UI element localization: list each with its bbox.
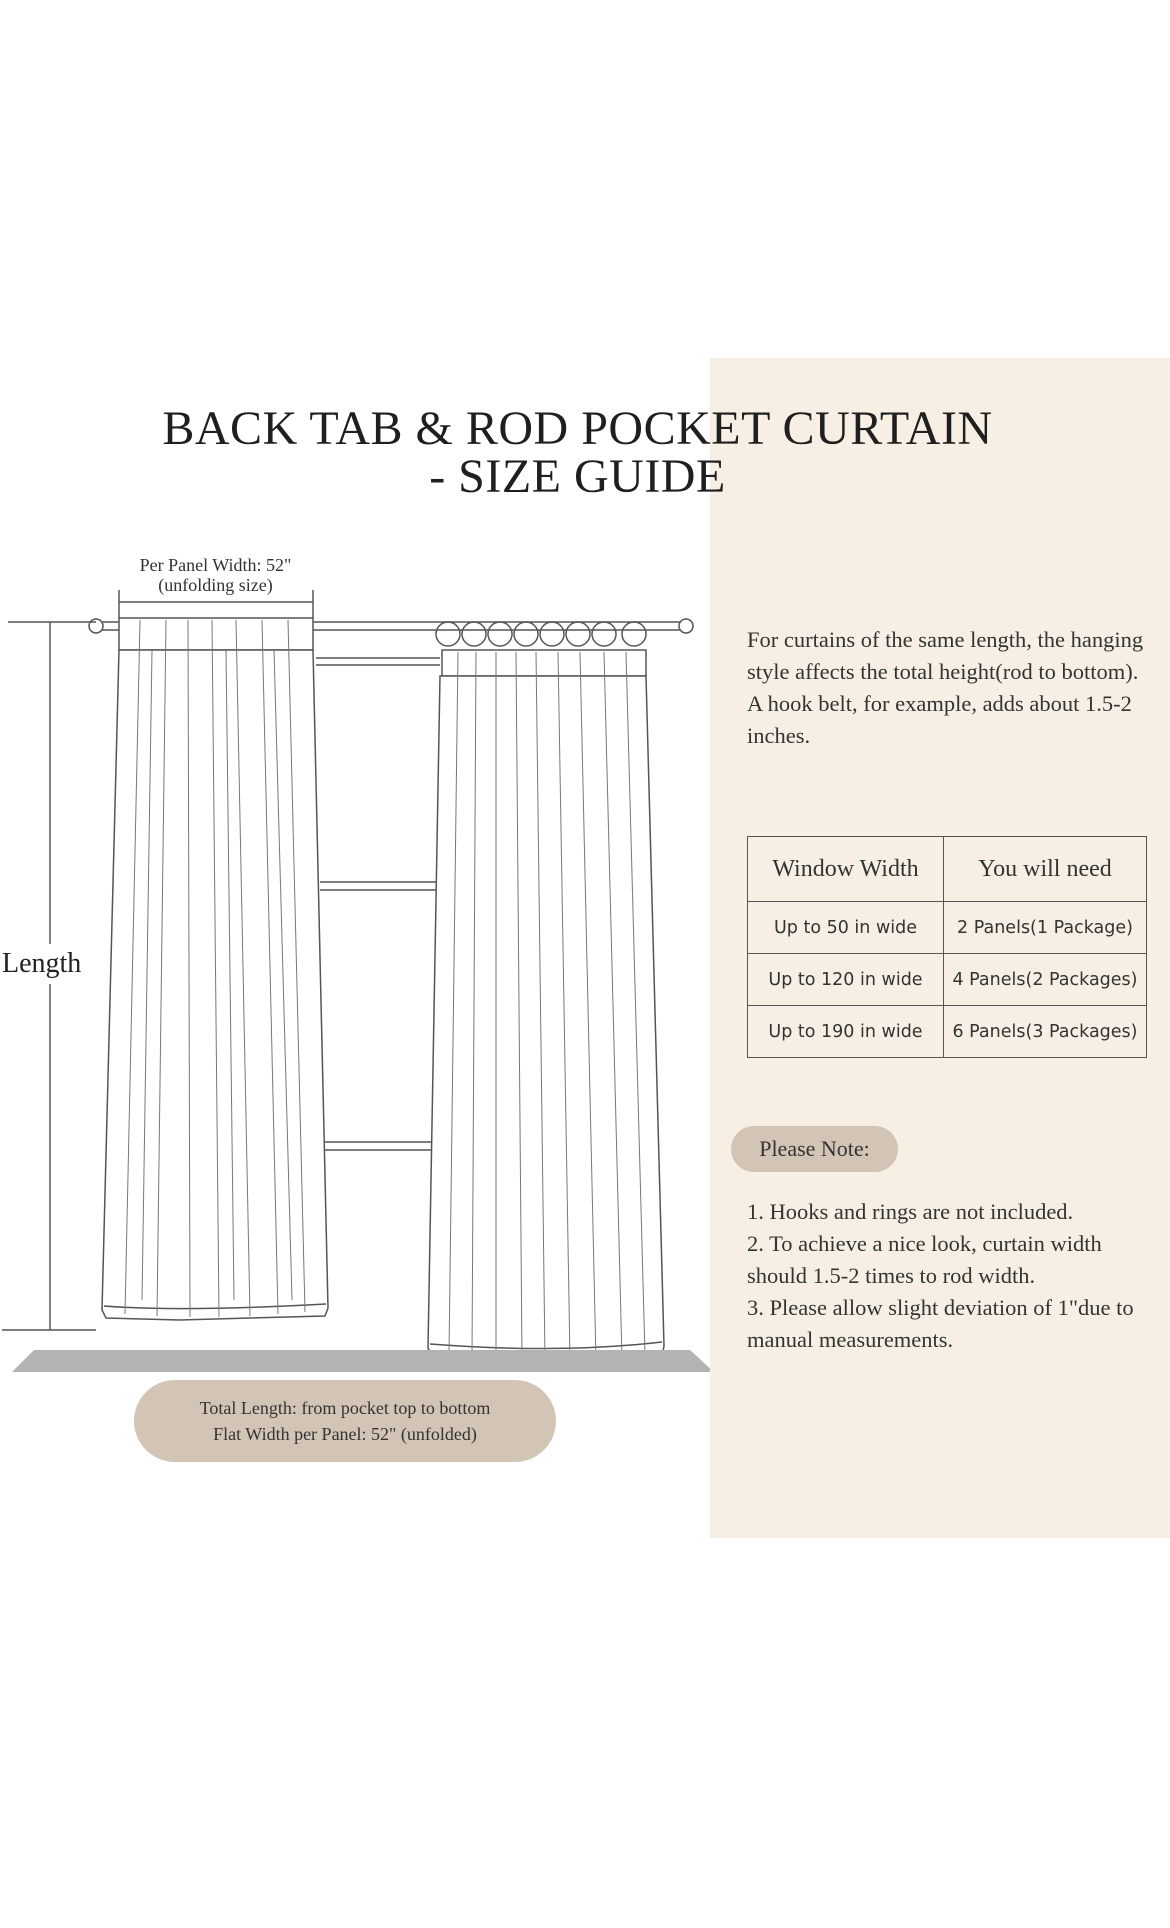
table-cell: Up to 120 in wide — [748, 954, 944, 1006]
title-line-2: - SIZE GUIDE — [429, 450, 726, 503]
intro-text: For curtains of the same length, the hanging style affects the total height(rod to bottom). A hook belt, for example, adds about 1.5-2 inches. — [747, 627, 1144, 748]
window-frame — [316, 658, 440, 1150]
size-table — [747, 836, 1147, 1058]
page-title — [0, 402, 1155, 503]
table-cell: 6 Panels(3 Packages) — [944, 1006, 1147, 1058]
table-cell: Up to 50 in wide — [748, 902, 944, 954]
table-row — [748, 954, 1147, 1006]
length-label: Length — [2, 944, 81, 984]
header-window-width: Window Width — [748, 837, 944, 902]
curtain-diagram — [0, 540, 710, 1380]
table-row — [748, 1006, 1147, 1058]
total-length-note — [134, 1380, 556, 1462]
panel-width-text: Per Panel Width: 52" — [139, 555, 292, 575]
note-item: 1. Hooks and rings are not included. — [747, 1199, 1074, 1224]
total-length-text: Total Length: from pocket top to bottom — [199, 1398, 491, 1418]
flat-width-text: Flat Width per Panel: 52" (unfolded) — [213, 1424, 477, 1444]
table-row — [748, 902, 1147, 954]
right-curtain-rings — [436, 622, 646, 646]
left-curtain-panel — [102, 618, 328, 1320]
floor — [12, 1350, 710, 1372]
note-item: 3. Please allow slight deviation of 1"due to manual measurements. — [747, 1295, 1134, 1352]
table-header-row — [748, 837, 1147, 902]
panel-width-label — [98, 555, 333, 595]
header-you-will-need: You will need — [944, 837, 1147, 902]
table-cell: 4 Panels(2 Packages) — [944, 954, 1147, 1006]
note-item: 2. To achieve a nice look, curtain width should 1.5-2 times to rod width. — [747, 1231, 1102, 1288]
please-note-badge: Please Note: — [731, 1126, 898, 1172]
title-line-1: BACK TAB & ROD POCKET CURTAIN — [162, 402, 993, 455]
table-cell: Up to 190 in wide — [748, 1006, 944, 1058]
notes-list — [747, 1196, 1157, 1356]
table-cell: 2 Panels(1 Package) — [944, 902, 1147, 954]
panel-width-subtext: (unfolding size) — [158, 575, 273, 595]
